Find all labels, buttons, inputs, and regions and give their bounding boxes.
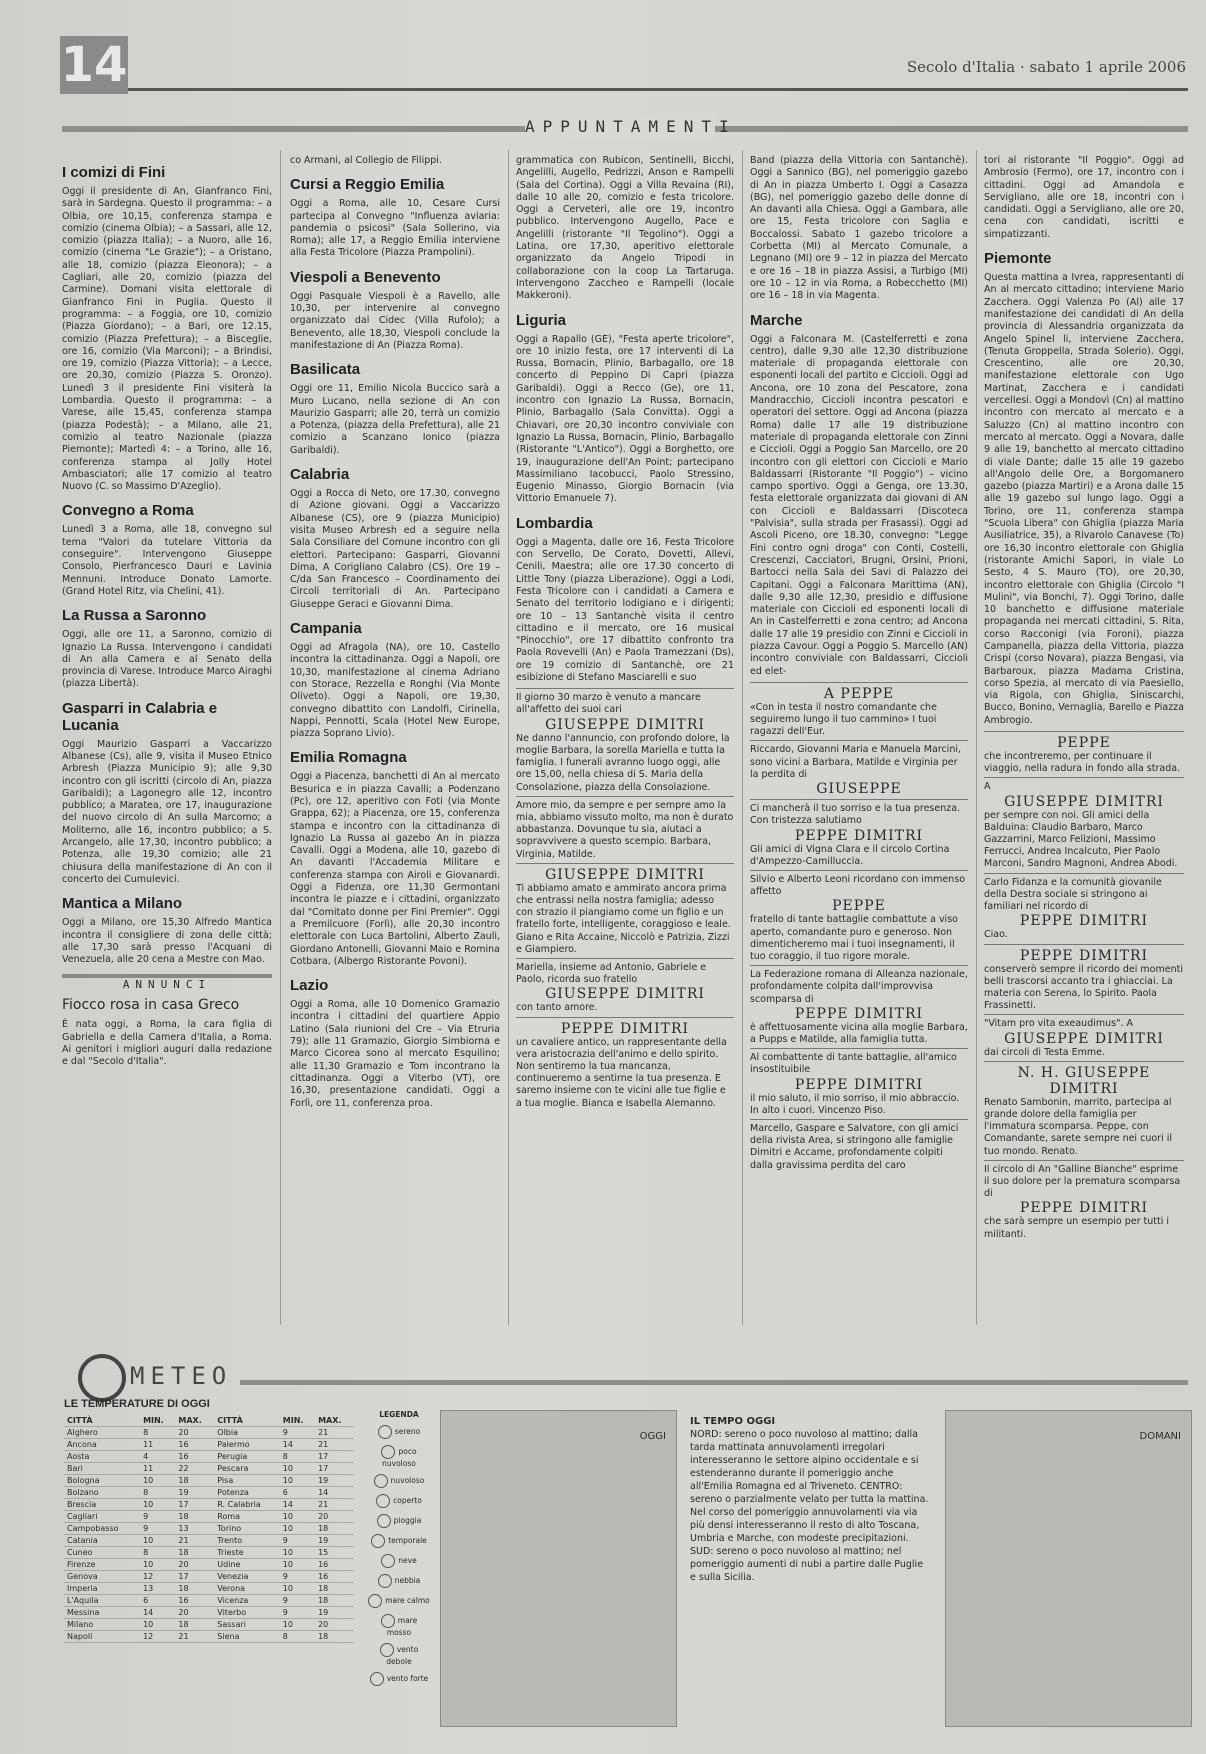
table-cell: 13 (175, 1523, 214, 1535)
notice-extra: Ne danno l'annuncio, con profondo dolore, la moglie Barbara, la sorella Mariella e tutta la famiglia. I funerali avranno luogo oggi, alle ore 15,00, nella chiesa di S. Maria della Consolazione, piazza della Consolazione. (516, 732, 730, 793)
table-cell: 13 (140, 1583, 175, 1595)
table-cell: Pisa (214, 1475, 280, 1487)
death-notice (750, 1048, 968, 1117)
death-notice (516, 1017, 734, 1110)
section-heading: Lombardia (516, 514, 593, 532)
legend-item: temporale (368, 1534, 430, 1548)
table-row (64, 1523, 354, 1535)
table-cell: 9 (280, 1595, 315, 1607)
table-cell: 18 (315, 1583, 354, 1595)
column-3 (516, 155, 734, 1335)
th-max: MAX. (175, 1415, 214, 1427)
section-text: Oggi Maurizio Gasparri a Vaccarizzo Albanese (Cs), alle 9, visita il Museo Etnico Arbresh (Piazza Municipio 9); alle 9,30 incontro con gli iscritti (circolo di An, piazza Garibaldi); a Lagonegro alle 12, incontro pubblico; a Maratea, ore 17, inaugurazione del nuovo circolo di An sulla Marcomo; a Moliterno, alle 16, incontro pubblico; a S. Arcangelo, alle 17,30, incontro pubblico; a Potenza, alle 19,30 comizio; alle 21 chiusura della manifestazione di An con il concerto dei Cumulevici. (62, 738, 272, 885)
th-city: CITTÀ (64, 1415, 140, 1427)
forecast-text: NORD: sereno o poco nuvoloso al mattino; dalla tarda mattinata annuvolamenti irregolari interesseranno le settore alpino occidentale e si estenderanno durante il pomeriggio anche all'Emilia Romagna ed al Triveneto. CENTRO: sereno o parzialmente velato per tutta la mattina. Nel corso del pomeriggio annuvolamenti via via più densi interesseranno il resto di alto Toscana, Umbria e Marche, con modeste precipitazioni. SUD: sereno o poco nuvoloso al mattino; nel pomeriggio aumenti di nubi a partire dalle Puglie e sulla Sicilia. (690, 1429, 929, 1583)
notice-extra: conserverò sempre il ricordo dei momenti belli trascorsi accanto tra i ghiacciai. La materia con Serena, lo Spirito. Paola Frassinetti. (984, 963, 1183, 1012)
death-notice (516, 958, 734, 1015)
legend-title: LEGENDA (379, 1410, 419, 1419)
forecast (690, 1415, 930, 1584)
weather-icon (381, 1554, 395, 1568)
table-cell: Cuneo (64, 1547, 140, 1559)
table-cell: Palermo (214, 1439, 280, 1451)
death-notice (750, 1119, 968, 1172)
section-heading: Viespoli a Benevento (290, 268, 441, 286)
section-text: Oggi a Roma, alle 10, Cesare Cursi partecipa al Convegno "Influenza aviaria: pandemia o psicosi" (Sala Sollerino, via Roma); alle 17, a Reggio Emilia interviene alla Festa Tricolore (Piazza Prampolini). (290, 198, 500, 259)
table-row (64, 1583, 354, 1595)
table-cell: Napoli (64, 1631, 140, 1643)
table-cell: 17 (175, 1571, 214, 1583)
table-row (64, 1463, 354, 1475)
notice-name: PEPPE DIMITRI (1019, 1200, 1149, 1217)
legend-item: poco nuvoloso (382, 1447, 417, 1468)
table-row (64, 1499, 354, 1511)
meteo-title: METEO (130, 1362, 233, 1390)
annunci-label: ANNUNCI (62, 974, 272, 991)
table-cell: Catania (64, 1535, 140, 1547)
table-cell: 20 (315, 1619, 354, 1631)
section-text: Oggi a Roma, alle 10 Domenico Gramazio incontra i cittadini del quartiere Appio Latino (Sala riunioni del Cre – Via Etruria 79); alle 11 Gramazio, Giorgio Simbiorna e Marco Cicorea sono al mercato Esquilino; alle 11,30 Gramazio e Tom incontrano la cittadinanza. Oggi a Viterbo (VT), ore 16,30, presentazione candidati. Oggi a Forlì, ore 11, conferenza proa. (290, 999, 500, 1109)
death-notice (750, 965, 968, 1046)
table-cell: Trento (214, 1535, 280, 1547)
table-cell: 14 (140, 1607, 175, 1619)
table-cell: 18 (315, 1631, 354, 1643)
section-text: Oggi a Falconara M. (Castelferretti e zona centro), dalle 9,30 alle 12,30 distribuzione materiale di propaganda elettorale con esponenti locali del partito e Ciccioli. Oggi ad Ancona, ore 10 zona del Pescatore, zona Mandracchio, Ciccioli incontra pescatori e operatori del settore. Oggi ad Ancona (piazza Roma) dalle 17 alle 19 distribuzione materiale di propaganda elettorale con Zinni e Ciccioli. Oggi a Poggio San Marcello, ore 20 incontro con gli elettori con Ciccioli e Mario Baldassarri (Ristorante "Il Poggio") – vicino campo sportivo. Oggi a Genga, ore 13.30, festa elettorale organizzata dai giovani di AN con Ciccioli e Baldassarri (Discoteca "Palvisia", sulla strada per Frasassi). Oggi ad Ascoli Piceno, ore 18.30, convegno: "Legge Fini contro ogni droga" con Conti, Costelli, Crescenzi, Cacciatori, Brugni, Orsini, Prioni, Bartocci nella Sala dei Savi di Palazzo dei Capitani. Oggi a Falconara Marittima (AN), dalle 9,30 alle 12,30, presidio e diffusione materiale con Ciccioli ed esponenti locali di An in Castelferretti e zona centro; ad Ancona dalle 17 alle 19 presidio con Zinni e Ciccioli in piazza Cavour. Oggi a Poggio S. Marcello (AN) incontro conviviale con Baldassarri, Ciccioli ed elet- (750, 333, 968, 677)
notice-text: Il giorno 30 marzo è venuto a mancare all'affetto dei suoi cari (516, 692, 701, 716)
annunci-box (62, 974, 272, 1068)
table-cell: 21 (315, 1499, 354, 1511)
table-cell: 20 (175, 1427, 214, 1439)
weather-icon (368, 1594, 382, 1608)
notice-extra: un cavaliere antico, un rappresentante della vera aristocrazia dell'animo e dello spirito. Non sentiremo la tua mancanza, continueremo a sentirne la tua presenza. E saremo insieme con te vicini alle tue figlie e a tua moglie. Bianca e Isabella Alemanno. (516, 1036, 727, 1109)
death-notice (984, 1061, 1184, 1158)
notice-text: Mariella, insieme ad Antonio, Gabriele e Paolo, ricorda suo fratello (516, 961, 707, 986)
notice-text: A (984, 781, 991, 793)
table-cell: 9 (140, 1523, 175, 1535)
table-row (64, 1559, 354, 1571)
section-text: Oggi Pasquale Viespoli è a Ravello, alle 10,30, per intervenire al convegno organizzato dal Cidec (Villa Rufolo); a Benevento, alle 18,30, Viespoli conclude la manifestazione di An (Piazza Roma). (290, 290, 500, 351)
section-text: Questa mattina a Ivrea, rappresentanti di An al mercato cittadino; interviene Mario Zacchera. Oggi Valenza Po (Al) alle 17 manifestazione dei candidati di An della provincia di Alessandria organizzata da Angelo Spinel li, interviene Zacchera, (Tenuta Groppella, Strada Solerio). Oggi, Crescentino, alle ore 20,30, manifestazione elettorale con Ugo Martinat, Zacchera e i candidati vercellesi. Oggi a Mondovì (Cn) al mattino incontro con mercato al mercato e a Saluzzo (Cn) al mattino incontro con mercato al mercato. Oggi a Novara, dalle 9 alle 19, banchetto al mercato cittadino di viale Dante; dalle 15 alle 19 gazebo all'Angolo delle Ore, a Borgomanero gazebo (piazza Martiri) e a Arona dalle 15 alle 19 gazebo sul lungo lago. Oggi a Torino, ore 11, conferenza stampa "Scuola Libera" con Ghiglia (piazza Maria Ausiliatrice, 35), a Rivarolo Canavese (To) ore 16,30 incontro elettorale con Ghiglia (ristorante Amichi Sapori, in viale Lo Sesto, 4 S. Mauro (TO), ore 20,30, incontro elettorale con Ghiglia (Circolo "I Mulini", via Bonchi, 7). Oggi Torino, dalle 10 banchetto e diffusione materiale propaganda nei mercati cittadini, S. Rita, corso Racconigi (via Foroni), piazza Campanella, piazza della Vittoria, piazza Crispi (corso Novara), piazza Bengasi, via Barbaroux, piazza Madama Cristina, corso Spezia, al mercato di via Paesiello, via Rigola, con Ghiglia, Siniscarchi, Bucco, Bonino, Vernaglia, Barello e Piazza Ambrogio. (984, 272, 1184, 726)
section-title: APPUNTAMENTI (525, 114, 715, 140)
table-cell: 14 (280, 1439, 315, 1451)
death-notice (750, 870, 968, 963)
table-cell: 19 (315, 1607, 354, 1619)
table-cell: Potenza (214, 1487, 280, 1499)
table-row (64, 1547, 354, 1559)
table-cell: Messina (64, 1607, 140, 1619)
table-cell: Olbia (214, 1427, 280, 1439)
table-cell: 9 (280, 1571, 315, 1583)
table-cell: 18 (315, 1523, 354, 1535)
table-cell: 18 (315, 1595, 354, 1607)
table-cell: 19 (315, 1535, 354, 1547)
notice-extra: Ciao. (984, 929, 1008, 941)
table-cell: Verona (214, 1583, 280, 1595)
table-cell: Brescia (64, 1499, 140, 1511)
table-row (64, 1607, 354, 1619)
table-cell: 11 (140, 1439, 175, 1451)
table-cell: Genova (64, 1571, 140, 1583)
table-row (64, 1451, 354, 1463)
notice-text: "Vitam pro vita exeaudimus". A (984, 1018, 1134, 1030)
notice-extra: fratello di tante battaglie combattute a viso aperto, comandante puro e generoso. Non dimenticheremo mai i tuoi insegnamenti, il tuo coraggio, il tuo rigore morale. (750, 914, 958, 962)
notice-extra: che incontreremo, per continuare il viaggio, nella radura in fondo alla strada. (984, 751, 1181, 775)
notice-extra: dai circoli di Testa Emme. (984, 1046, 1106, 1058)
section-text: Lunedì 3 a Roma, alle 18, convegno sul tema "Valori da tutelare Vittoria da conseguire". Intervengono Giuseppe Consolo, Pierfrancesco Dauri e Lavinia Mennuni. Introduce Donato Lamorte. (Grand Hotel Ritz, via Chelini, 41). (62, 524, 272, 597)
table-cell: Bologna (64, 1475, 140, 1487)
table-cell: L'Aquila (64, 1595, 140, 1607)
weather-icon (381, 1445, 395, 1459)
table-cell: 16 (175, 1451, 214, 1463)
weather-icon (374, 1474, 388, 1488)
table-cell: 9 (280, 1607, 315, 1619)
notice-name: PEPPE DIMITRI (1019, 913, 1149, 930)
weather-map-today (440, 1410, 677, 1727)
notice-text: Carlo Fidanza e la comunità giovanile della Destra sociale si stringono ai familiari nel ricordo di (984, 876, 1162, 913)
section-text: Band (piazza della Vittoria con Santanchè). Oggi a Sannico (BG), nel pomeriggio gazebo di An in piazza Umberto I. Oggi a Casazza (BG), nel pomeriggio gazebo delle donne di An davanti alla Chiesa. Oggi a Gambara, alle ore 15, Festa tricolore con Saglia e Boccalossi. Sabato 1 gazebo tricolore a Corbetta (MI) al Mercato Comunale, a Legnano (MI) ore 9 – 12 in piazza del Mercato e ore 16 – 18 in piazza Assisi, a Turbigo (MI) ore 10 – 12 in via Roma, a Robecchetto (MI) ore 16 – 18 in via Magenta. (750, 155, 968, 302)
section-heading: Basilicata (290, 361, 361, 379)
paper-date: sabato 1 aprile 2006 (1029, 58, 1186, 76)
table-cell: 9 (140, 1511, 175, 1523)
table-cell: Cagliari (64, 1511, 140, 1523)
table-row (64, 1535, 354, 1547)
notice-text: La Federazione romana di Alleanza nazionale, profondamente colpita dall'improvvisa scomparsa di (750, 969, 968, 1005)
column-divider (280, 150, 281, 1325)
weather-icon (378, 1574, 392, 1588)
table-cell: 10 (280, 1559, 315, 1571)
section-text: Oggi, alle ore 11, a Saronno, comizio di Ignazio La Russa. Intervengono i candidati di An alla Camera e al Senato della provincia di Varese. Introduce Marco Airaghi (piazza Libertà). (62, 629, 272, 690)
table-cell: 8 (280, 1451, 315, 1463)
notice-extra: che sarà sempre un esempio per tutti i militanti. (984, 1216, 1170, 1240)
notice-name: GIUSEPPE DIMITRI (1004, 793, 1164, 810)
table-cell: 8 (140, 1487, 175, 1499)
table-cell: 4 (140, 1451, 175, 1463)
death-notice (516, 863, 734, 956)
legend-item: nebbia (368, 1574, 430, 1588)
column-4 (750, 155, 968, 1335)
table-cell: R. Calabria (214, 1499, 280, 1511)
notice-extra: «Con in testa il nostro comandante che seguiremo lungo il tuo cammino» I tuoi ragazzi dell'Eur. (750, 701, 937, 738)
notice-text: Marcello, Gaspare e Salvatore, con gli amici della rivista Area, si stringono alle famiglie Dimitri e Accame, profondamente colpiti dalla gravissima perdita del caro (750, 1122, 959, 1171)
table-cell: Bolzano (64, 1487, 140, 1499)
notice-name: GIUSEPPE (816, 781, 902, 798)
column-5 (984, 155, 1184, 1335)
table-cell: 10 (280, 1475, 315, 1487)
notice-text: Al combattente di tante battaglie, all'amico insostituibile (750, 1052, 957, 1076)
weather-map-tomorrow (945, 1410, 1192, 1727)
column-divider (508, 150, 509, 1325)
table-row (64, 1427, 354, 1439)
table-cell: 12 (140, 1631, 175, 1643)
weather-icon (380, 1643, 394, 1657)
notice-extra: Ti abbiamo amato e ammirato ancora prima che entrassi nella nostra famiglia; adesso con strazio il piangiamo come un figlio e un fratello forte, intelligente, coraggioso e leale. Giano e Rita Accaine, Niccolò e Patrizia, Zizzi e Giampiero. (516, 882, 731, 955)
table-cell: 21 (315, 1439, 354, 1451)
table-cell: 10 (280, 1523, 315, 1535)
legend-item: coperto (368, 1494, 430, 1508)
table-cell: 8 (140, 1547, 175, 1559)
section-text: Oggi a Rocca di Neto, ore 17.30, convegno di Azione giovani. Oggi a Vaccarizzo Albanese (CS), ore 9 (piazza Municipio) visita Museo Arbresh ed a seguire nella Sala Consiliare del Comune incontro con gli elettori. Partecipano: Gasparri, Giovanni Dima, A Corigliano Calabro (CS). Ore 19 – C/da San Francesco – Coordinamento dei Circoli territoriali di An. Partecipano Giuseppe Geraci e Giovanni Dima. (290, 488, 500, 610)
legend-item: vento debole (368, 1643, 430, 1666)
table-cell: 10 (140, 1535, 175, 1547)
table-row (64, 1487, 354, 1499)
table-row (64, 1595, 354, 1607)
death-notice (984, 731, 1184, 775)
legend-item: nuvoloso (368, 1474, 430, 1488)
section-heading: Lazio (290, 977, 329, 995)
table-cell: 6 (280, 1487, 315, 1499)
notice-text: Ci mancherà il tuo sorriso e la tua presenza. Con tristezza salutiamo (750, 803, 961, 827)
death-notice (984, 873, 1184, 942)
table-cell: Milano (64, 1619, 140, 1631)
notice-text: Silvio e Alberto Leoni ricordano con immenso affetto (750, 873, 966, 898)
table-cell: Bari (64, 1463, 140, 1475)
table-cell: 6 (140, 1595, 175, 1607)
legend-item: vento forte (368, 1672, 430, 1686)
death-notice (750, 740, 968, 797)
section-heading: Gasparri in Calabria e Lucania (62, 699, 218, 734)
table-cell: 10 (280, 1547, 315, 1559)
table-cell: 9 (280, 1535, 315, 1547)
notice-name: PEPPE DIMITRI (794, 1005, 924, 1022)
table-cell: 10 (140, 1475, 175, 1487)
section-text: Oggi il presidente di An, Gianfranco Fini, sarà in Sardegna. Questo il programma: – a Olbia, ore 10,15, conferenza stampa e comizio (cinema Olbia); – a Sassari, alle 12, comizio (piazza Italia); – a Nuoro, alle 16, comizio (cinema "Le Grazie"); – a Oristano, alle 18, comizio (piazza Eleonora); – a Cagliari, alle 20, comizio (piazza del Carmine). Domani visita elettorale di Gianfranco Fini in Puglia. Questo il programma: – a Foggia, ore 10, comizio (Piazza Giordano); – a Bari, ore 12.15, comizio (Piazza Prefettura); – a Bisceglie, ore 16, comizio (Via Marconi); – a Brindisi, ore 19, comizio (Piazza Vittoria); – a Lecce, ore 20,30, comizio (Piazza S. Oronzo). Lunedì 3 il presidente Fini visiterà la Lombardia. Questo il programma: – a Varese, alle 15,45, conferenza stampa (piazza Podestà); – a Milano, alle 21, comizio al teatro Nazionale (piazza Piemonte); Martedì 4: – a Torino, alle 16, conferenza stampa al Jolly Hotel Ambasciatori; alle 17 comizio al teatro Nuovo (C. so Massimo D'Azeglio). (62, 186, 272, 493)
section-text: Oggi a Piacenza, banchetti di An al mercato Besurica e in piazza Cavalli; a Podenzano (Pc), ore 12, aperitivo con Foti (via Monte Grappa, 62); a Piacenza, ore 15, conferenza stampa e incontro con la cittadinanza di Ignazio La Russa al gazebo An in piazza Cavalli. Oggi a Modena, alle 10, gazebo di An davanti l'Accademia Militare e conferenza stampa con Airoli e Giovanardi. Oggi a Fidenza, ore 11,30 Germontani incontra le piazze e i cittadini, organizzato dal "Comitato donne per Fini Premier". Oggi a Premilcuore (Forlì), alle 20,30 incontro elettorale con Luca Bartolini, Alberto Zauli, Giordano Antonelli, Giovanni Maio e Romina Cotbara, (Albergo Ristorante Povoni). (290, 771, 500, 967)
th-city: CITTÀ (214, 1415, 280, 1427)
notice-name: GIUSEPPE DIMITRI (545, 866, 705, 883)
table-cell: 20 (175, 1607, 214, 1619)
section-heading: Campania (290, 620, 362, 638)
table-cell: 20 (315, 1511, 354, 1523)
table-cell: 10 (280, 1583, 315, 1595)
table-cell: 10 (280, 1463, 315, 1475)
death-notice (516, 688, 734, 793)
sun-icon (78, 1354, 126, 1402)
table-cell: 10 (140, 1499, 175, 1511)
notice-extra: il mio saluto, il mio sorriso, il mio abbraccio. In alto i cuori. Vincenzo Piso. (750, 1092, 960, 1116)
notice-text: Riccardo, Giovanni Maria e Manuela Marcini, sono vicini a Barbara, Matilde e Virginia per la perdita di (750, 744, 961, 780)
table-cell: Roma (214, 1511, 280, 1523)
table-cell: Campobasso (64, 1523, 140, 1535)
legend-item: neve (368, 1554, 430, 1568)
table-row (64, 1475, 354, 1487)
notice-name: PEPPE DIMITRI (1019, 947, 1149, 964)
paper-header: Secolo d'Italia · sabato 1 aprile 2006 (906, 58, 1186, 76)
notice-extra: Renato Sambonin, marrito, partecipa al grande dolore della famiglia per l'immatura scomparsa. Peppe, con Comandante, sarete sempre nei cuori il tuo mondo. Renato. (984, 1096, 1172, 1157)
table-cell: Aosta (64, 1451, 140, 1463)
table-cell: 19 (315, 1475, 354, 1487)
section-text: co Armani, al Collegio de Filippi. (290, 155, 442, 166)
section-text: Oggi a Magenta, dalle ore 16, Festa Tricolore con Servello, De Corato, Dovetti, Allevi, Cenili, Maestra; alle ore 17.30 concerto di Little Tony (piazza Liberazione). Oggi a Lodi, Festa Tricolore con i candidati a Camera e Senato del territorio lodigiano e i dirigenti; ore 10 – 13 Santanchè visita il centro cittadino e il mercato, ore 16 musical "Pinocchio", ore 17 dibattito confronto tra Paola Rovevelli (An) e Paola Tramezzani (Ds), ore 19 comizio di Santanchè, ore 21 esibizione di Stefano Masciarelli e suo (516, 536, 734, 683)
table-cell: Firenze (64, 1559, 140, 1571)
th-min: MIN. (140, 1415, 175, 1427)
table-cell: Vicenza (214, 1595, 280, 1607)
notice-name: N. H. GIUSEPPE DIMITRI (1017, 1064, 1151, 1097)
table-cell: 16 (315, 1559, 354, 1571)
table-cell: 14 (280, 1499, 315, 1511)
death-notice (984, 1014, 1184, 1058)
map-label-today: OGGI (639, 1431, 666, 1442)
table-row (64, 1619, 354, 1631)
page-number: 14 (60, 37, 128, 93)
death-notice (750, 682, 968, 739)
table-cell: Siena (214, 1631, 280, 1643)
notice-extra: Gli amici di Vigna Clara e il circolo Cortina d'Ampezzo-Camilluccia. (750, 843, 950, 867)
column-1 (62, 155, 272, 1300)
table-cell: 20 (175, 1559, 214, 1571)
map-label-tomorrow: DOMANI (1139, 1431, 1181, 1442)
notice-name: PEPPE DIMITRI (794, 827, 924, 844)
table-cell: 18 (175, 1475, 214, 1487)
table-row (64, 1631, 354, 1643)
meteo-rule (240, 1380, 1188, 1385)
notice-text: Amore mio, da sempre e per sempre amo la mia, abbiamo vissuto molto, ma non è durato abbastanza. Dovunque tu sia, aiutaci a sopravvivere a questo scempio. Barbara, Virginia, Matilde. (516, 799, 734, 860)
section-heading: Calabria (290, 466, 350, 484)
section-heading: Cursi a Reggio Emilia (290, 176, 445, 194)
table-cell: 17 (315, 1451, 354, 1463)
notice-name: GIUSEPPE DIMITRI (545, 986, 705, 1003)
weather-icon (371, 1534, 385, 1548)
section-text: tori al ristorante "Il Poggio". Oggi ad Ambrosio (Fermo), ore 17, incontro con i cittadini. Oggi ad Amandola e Servigliano, alle ore 18, incontri con i candidati. Oggi a Servigliano, alle ore 20, cena con candidati, iscritti e simpatizzanti. (984, 155, 1184, 240)
section-text: Oggi a Rapallo (GE), "Festa aperte tricolore", ore 10 inizio festa, ore 17 interventi di La Russa, Bornacin, Plinio, Barbagallo, ore 18 concerto di Peppino Di Capri (piazza Garibaldi). Oggi a Recco (Ge), ore 11, incontro con Ignazio La Russa, Bornacin, Plinio, Barbagallo (Sala Convitta). Oggi a Chiavari, ore 20,30 incontro conviviale con Ignazio La Russa, Bornacin, Plinio, Barbagallo (Ristorante "L'Antico"). Oggi a Borghetto, ore 19, inaugurazione dell'An Point; partecipano Massimiliano Iacobucci, Paolo Stressino, Eugenio Minasso, Giorgio Bornacin (via Vittorio Emanuele 7). (516, 333, 734, 505)
table-cell: 18 (175, 1619, 214, 1631)
table-cell: 11 (140, 1463, 175, 1475)
section-heading: Mantica a Milano (62, 895, 183, 913)
table-cell: Viterbo (214, 1607, 280, 1619)
section-heading: I comizi di Fini (62, 164, 166, 181)
section-heading: Liguria (516, 311, 567, 329)
table-cell: 10 (280, 1619, 315, 1631)
table-cell: Pescara (214, 1463, 280, 1475)
weather-icon (378, 1425, 392, 1439)
weather-icon (376, 1494, 390, 1508)
temperature-table (64, 1415, 354, 1643)
table-row (64, 1571, 354, 1583)
table-cell: Udine (214, 1559, 280, 1571)
table-cell: 9 (280, 1427, 315, 1439)
table-cell: Alghero (64, 1427, 140, 1439)
th-min: MIN. (280, 1415, 315, 1427)
legend-item: sereno (368, 1425, 430, 1439)
table-cell: 21 (315, 1427, 354, 1439)
table-cell: 21 (175, 1631, 214, 1643)
table-cell: 8 (140, 1427, 175, 1439)
annunci-text: È nata oggi, a Roma, la cara figlia di Gabriella e della Camera d'Italia, a Roma. Ai genitori i migliori auguri dalla redazione e dal "Secolo d'Italia". (62, 1019, 272, 1068)
header-rule (128, 88, 1188, 91)
section-text: Oggi ad Afragola (NA), ore 10, Castello incontra la cittadinanza. Oggi a Napoli, ore 10,30, manifestazione al cinema Adriano con Storace, Rezzella e Ronghi (Via Monte Oliveto). Oggi a Napoli, ore 19,30, convegno dibattito con Landolfi, Cirinella, Nappi, Pennotti, Scala (Hotel New Europe, piazza Soprano Livio). (290, 642, 500, 740)
legend-item: mare calmo (368, 1594, 430, 1608)
notice-name: PEPPE (1057, 735, 1111, 752)
table-row (64, 1439, 354, 1451)
table-row (64, 1511, 354, 1523)
notice-extra: per sempre con noi. Gli amici della Balduina: Claudio Barbaro, Marco Gazzarrini, Marco Felizioni, Massimo Ferrucci, Andrea Incalcuto, Pier Paolo Marconi, Sandro Magnoni, Andrea Abodi. (984, 809, 1178, 870)
death-notice (750, 799, 968, 868)
death-notice (984, 944, 1184, 1013)
table-cell: 10 (140, 1619, 175, 1631)
table-cell: Torino (214, 1523, 280, 1535)
table-cell: Perugia (214, 1451, 280, 1463)
table-cell: 19 (175, 1487, 214, 1499)
section-text: Oggi a Milano, ore 15,30 Alfredo Mantica incontra il consigliere di zona delle città; alle 17,30 sarà presso l'Acquani di Venezuela, alle 20 cena a Mestre con Mao. (62, 917, 272, 966)
annunci-title: Fiocco rosa in casa Greco (62, 997, 240, 1014)
table-cell: 10 (140, 1559, 175, 1571)
section-heading: Piemonte (984, 250, 1052, 268)
table-cell: 15 (315, 1547, 354, 1559)
section-heading: Emilia Romagna (290, 749, 407, 767)
notice-name: GIUSEPPE DIMITRI (545, 716, 705, 733)
th-max: MAX. (315, 1415, 354, 1427)
table-cell: Trieste (214, 1547, 280, 1559)
notice-name: PEPPE DIMITRI (560, 1020, 690, 1037)
section-heading: Marche (750, 311, 803, 329)
paper-title: Secolo d'Italia (906, 58, 1016, 76)
table-cell: 17 (315, 1463, 354, 1475)
notice-text: Il circolo di An "Galline Bianche" esprime il suo dolore per la prematura scomparsa di (984, 1163, 1181, 1200)
notice-name: PEPPE DIMITRI (794, 1076, 924, 1093)
weather-icon (370, 1672, 384, 1686)
section-text: grammatica con Rubicon, Sentinelli, Bicchi, Angelilli, Augello, Pedrizzi, Anson e Rampelli (Sala del Cortina). Oggi a Villa Revaina (RI), dalle 10 alle 20, comizio e festa tricolore. Oggi a Cerveteri, alle ore 19, incontro pubblico. Intervengono Augello, Pace e Angelilli (ristorante "Il Tegolino"). Oggi a Latina, ore 17,30, aperitivo elettorale organizzato da Angelo Tripodi in collaborazione con la coop La Tartaruga. Intervengono Zaccheo e Rampelli (locale Makkeroni). (516, 155, 734, 302)
weather-icon (381, 1614, 395, 1628)
table-cell: 16 (315, 1571, 354, 1583)
legend-item: pioggia (368, 1514, 430, 1528)
forecast-title: IL TEMPO OGGI (690, 1416, 776, 1427)
table-cell: Sassari (214, 1619, 280, 1631)
table-cell: 10 (280, 1511, 315, 1523)
table-cell: Ancona (64, 1439, 140, 1451)
notice-extra: è affettuosamente vicina alla moglie Barbara, a Pupps e Matilde, alla famiglia tutta. (750, 1021, 968, 1045)
table-cell: 8 (280, 1631, 315, 1643)
notice-extra: con tanto amore. (516, 1002, 598, 1014)
table-cell: 18 (175, 1583, 214, 1595)
column-divider (976, 150, 977, 1325)
table-cell: 17 (175, 1499, 214, 1511)
section-text: Oggi ore 11, Emilio Nicola Buccico sarà a Muro Lucano, nella sezione di An con Maurizio Gasparri; alle 20, terrà un comizio a Potenza, (piazza della Prefettura), alle 21 comizio a Scanzano Ionico (piazza Garibaldi). (290, 383, 500, 456)
death-notice (984, 1160, 1184, 1241)
notice-name: PEPPE (832, 898, 886, 915)
weather-icon (377, 1514, 391, 1528)
death-notice (984, 777, 1184, 870)
section-heading: Convegno a Roma (62, 502, 194, 520)
table-cell: 18 (175, 1511, 214, 1523)
section-heading: La Russa a Saronno (62, 607, 207, 625)
notice-name: A PEPPE (823, 685, 895, 702)
legend-item: mare mosso (368, 1614, 430, 1637)
table-cell: Venezia (214, 1571, 280, 1583)
table-cell: 12 (140, 1571, 175, 1583)
table-cell: 18 (175, 1547, 214, 1559)
table-cell: 14 (315, 1487, 354, 1499)
table-cell: 22 (175, 1463, 214, 1475)
table-cell: 16 (175, 1595, 214, 1607)
table-cell: 16 (175, 1439, 214, 1451)
table-cell: 21 (175, 1535, 214, 1547)
weather-legend (368, 1410, 430, 1692)
column-divider (742, 150, 743, 1325)
death-notice (516, 796, 734, 861)
table-cell: Imperia (64, 1583, 140, 1595)
temps-title: LE TEMPERATURE DI OGGI (64, 1398, 210, 1410)
column-2 (290, 155, 500, 1330)
notice-name: GIUSEPPE DIMITRI (1004, 1030, 1164, 1047)
